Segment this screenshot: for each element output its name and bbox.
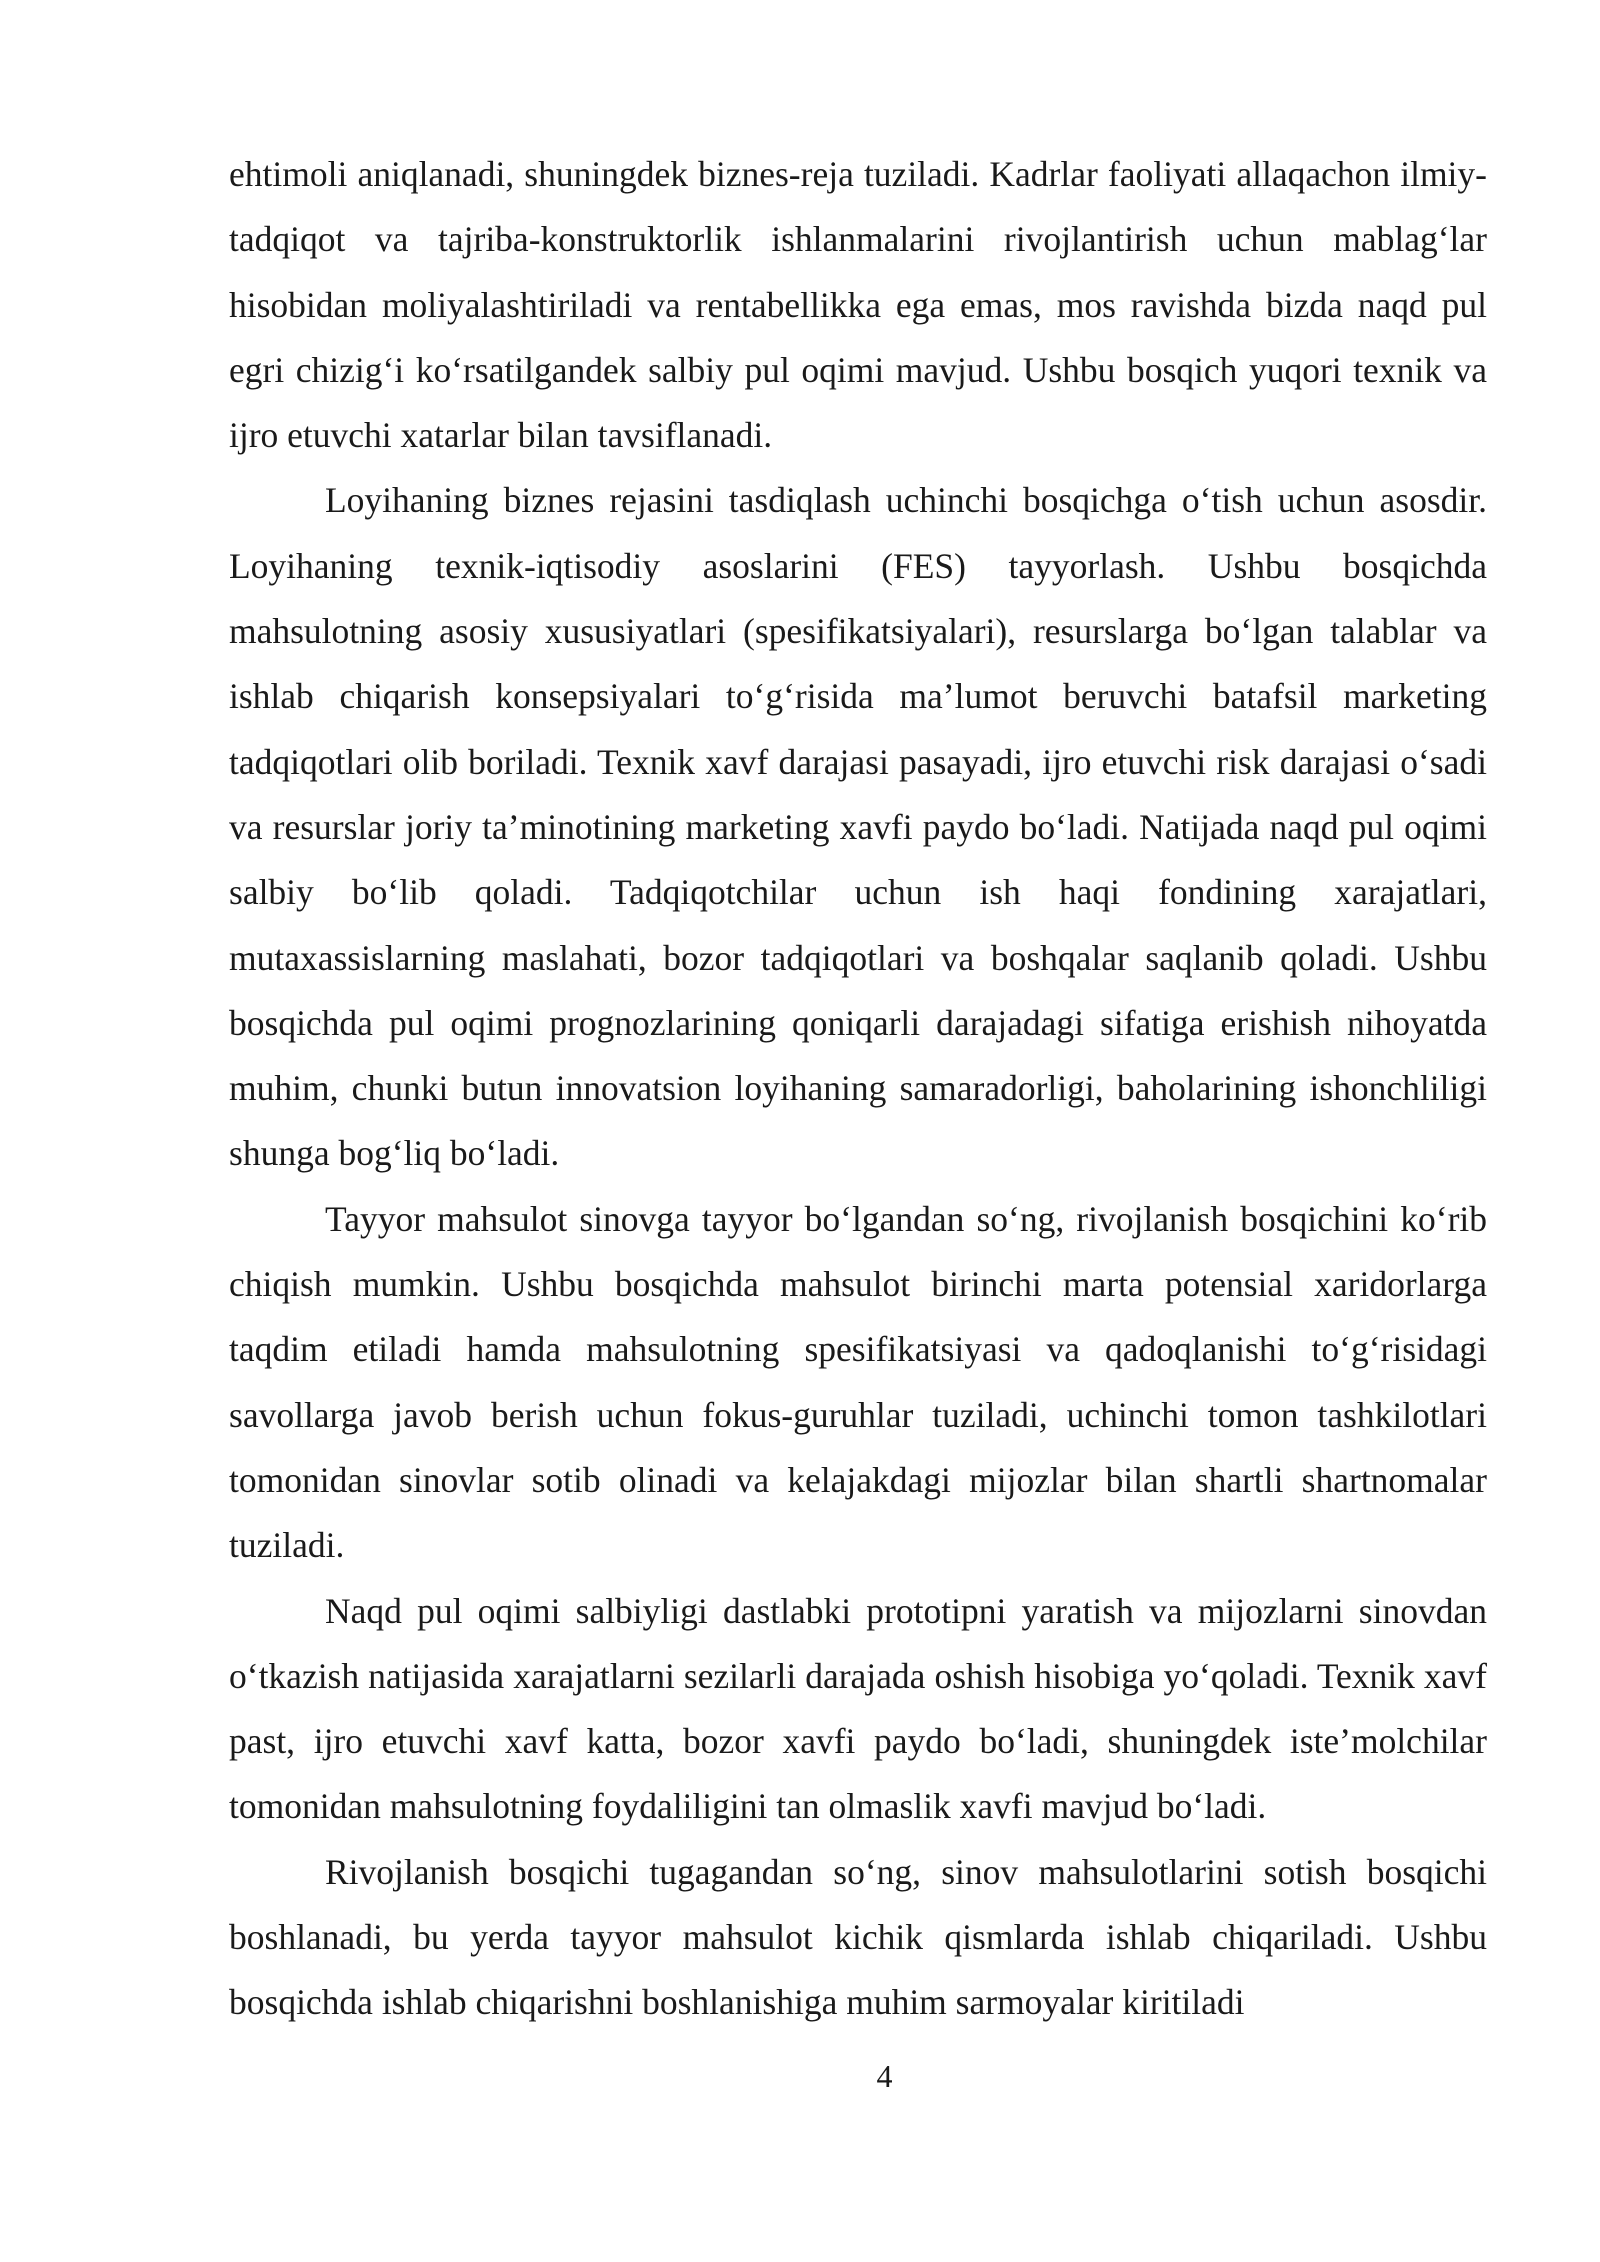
body-text <box>229 142 1487 2036</box>
paragraph-4: Naqd pul oqimi salbiyligi dastlabki prototipni yaratish va mijozlarni sinovdan o‘tkazish natijasida xarajatlarni sezilarli darajada oshish hisobiga yo‘qoladi. Texnik xavf past, ijro etuvchi xavf katta, bozor xavfi paydo bo‘ladi, shuningdek iste’molchilar tomonidan mahsulotning foydaliligini tan olmaslik xavfi mavjud bo‘ladi. <box>229 1590 1487 1827</box>
page-number: 4 <box>876 2058 893 2094</box>
paragraph-1: ehtimoli aniqlanadi, shuningdek biznes-reja tuziladi. Kadrlar faoliyati allaqachon ilmiy- tadqiqot va tajriba-konstruktorlik ishlanmalarini rivojlantirish uchun mablag‘lar hisobidan moliyalashtiriladi va rentabellikka ega emas, mos ravishda bizda naqd pul egri chizig‘i ko‘rsatilgandek salbiy pul oqimi mavjud. Ushbu bosqich yuqori texnik va ijro etuvchi xatarlar bilan tavsiflanadi. <box>229 154 1487 456</box>
paragraph-5: Rivojlanish bosqichi tugagandan so‘ng, sinov mahsulotlarini sotish bosqichi boshlanadi, bu yerda tayyor mahsulot kichik qismlarda ishlab chiqariladi. Ushbu bosqichda ishlab chiqarishni boshlanishiga muhim sarmoyalar kiritiladi <box>229 1851 1487 2023</box>
paragraph-2: Loyihaning biznes rejasini tasdiqlash uchinchi bosqichga o‘tish uchun asosdir. Loyihaning texnik-iqtisodiy asoslarini (FES) tayyorlash. Ushbu bosqichda mahsulotning asosiy xususiyatlari (spesifikatsiyalari), resurslarga bo‘lgan talablar va ishlab chiqarish konsepsiyalari to‘g‘risida ma’lumot beruvchi batafsil marketing tadqiqotlari olib boriladi. Texnik xavf darajasi pasayadi, ijro etuvchi risk darajasi o‘sadi va resurslar joriy ta’minotining marketing xavfi paydo bo‘ladi. Natijada naqd pul oqimi salbiy bo‘lib qoladi. Tadqiqotchilar uchun ish haqi fondining xarajatlari, mutaxassislarning maslahati, bozor tadqiqotlari va boshqalar saqlanib qoladi. Ushbu bosqichda pul oqimi prognozlarining qoniqarli darajadagi sifatiga erishish nihoyatda muhim, chunki butun innovatsion loyihaning samaradorligi, baholarining ishonchliligi shunga bog‘liq bo‘ladi. <box>229 480 1487 1174</box>
paragraph-3: Tayyor mahsulot sinovga tayyor bo‘lgandan so‘ng, rivojlanish bosqichini ko‘rib chiqish mumkin. Ushbu bosqichda mahsulot birinchi marta potensial xaridorlarga taqdim etiladi hamda mahsulotning spesifikatsiyasi va qadoqlanishi to‘g‘risidagi savollarga javob berish uchun fokus-guruhlar tuziladi, uchinchi tomon tashkilotlari tomonidan sinovlar sotib olinadi va kelajakdagi mijozlar bilan shartli shartnomalar tuziladi. <box>229 1198 1487 1566</box>
